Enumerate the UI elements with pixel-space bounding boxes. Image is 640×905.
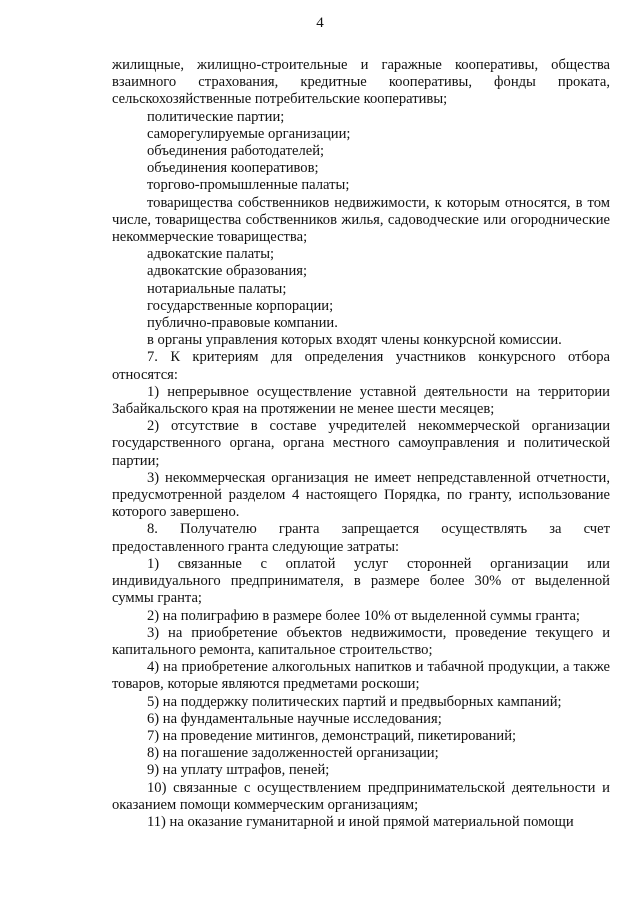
paragraph: нотариальные палаты; xyxy=(147,280,287,297)
paragraph: 7) на проведение митингов, демонстраций, пикетирований; xyxy=(147,727,517,744)
paragraph: 2) отсутствие в составе учредителей некоммерческой организации государственного органа, органа местного самоуправления и политической партии; xyxy=(112,418,610,469)
paragraph: политические партии; xyxy=(147,108,285,125)
paragraph: 1) непрерывное осуществление уставной деятельности на территории Забайкальского края на протяжении не менее шести месяцев; xyxy=(112,383,610,418)
paragraph: 8) на погашение задолженностей организации; xyxy=(147,745,439,762)
paragraph: 3) на приобретение объектов недвижимости, проведение текущего и капитального ремонта, капитальное строительство; xyxy=(112,624,610,658)
paragraph: 8. Получателю гранта запрещается осуществлять за счет предоставленного гранта следующие затраты: xyxy=(112,521,610,555)
paragraph: жилищные, жилищно-строительные и гаражные кооперативы, общества взаимного страхования, кредитные кооперативы, фонды проката, сельскохозяйственные потребительские кооперативы; xyxy=(112,57,610,108)
paragraph: 9) на уплату штрафов, пеней; xyxy=(147,762,330,779)
paragraph: объединения кооперативов; xyxy=(147,160,319,177)
paragraph: в органы управления которых входят члены конкурсной комиссии. xyxy=(147,332,562,349)
paragraph: 1) связанные с оплатой услуг сторонней организации или индивидуального предпринимателя, в размере более 30% от выделенной суммы гранта; xyxy=(112,555,610,607)
paragraph: публично-правовые компании. xyxy=(147,315,338,332)
paragraph: 7. К критериям для определения участников конкурсного отбора относятся: xyxy=(112,349,610,383)
document-body xyxy=(112,57,610,831)
paragraph: адвокатские образования; xyxy=(147,263,308,280)
paragraph: адвокатские палаты; xyxy=(147,246,275,263)
paragraph: 11) на оказание гуманитарной и иной прямой материальной помощи xyxy=(147,813,574,830)
paragraph: саморегулируемые организации; xyxy=(147,125,351,142)
paragraph: объединения работодателей; xyxy=(147,143,325,160)
paragraph: 5) на поддержку политических партий и предвыборных кампаний; xyxy=(147,693,562,710)
paragraph: 2) на полиграфию в размере более 10% от выделенной суммы гранта; xyxy=(147,607,580,624)
page-number: 4 xyxy=(316,15,324,31)
paragraph: товарищества собственников недвижимости, к которым относятся, в том числе, товарищества собственников жилья, садоводческие или огороднические некоммерческие товарищества; xyxy=(112,194,610,246)
paragraph: государственные корпорации; xyxy=(147,297,334,314)
paragraph: 6) на фундаментальные научные исследования; xyxy=(147,710,442,727)
paragraph: 3) некоммерческая организация не имеет непредставленной отчетности, предусмотренной разделом 4 настоящего Порядка, по гранту, использование которого завершено. xyxy=(112,469,610,521)
paragraph: торгово-промышленные палаты; xyxy=(147,177,350,194)
paragraph: 10) связанные с осуществлением предпринимательской деятельности и оказанием помощи коммерческим организациям; xyxy=(112,779,610,813)
paragraph: 4) на приобретение алкогольных напитков и табачной продукции, а также товаров, которые являются предметами роскоши; xyxy=(112,659,610,693)
